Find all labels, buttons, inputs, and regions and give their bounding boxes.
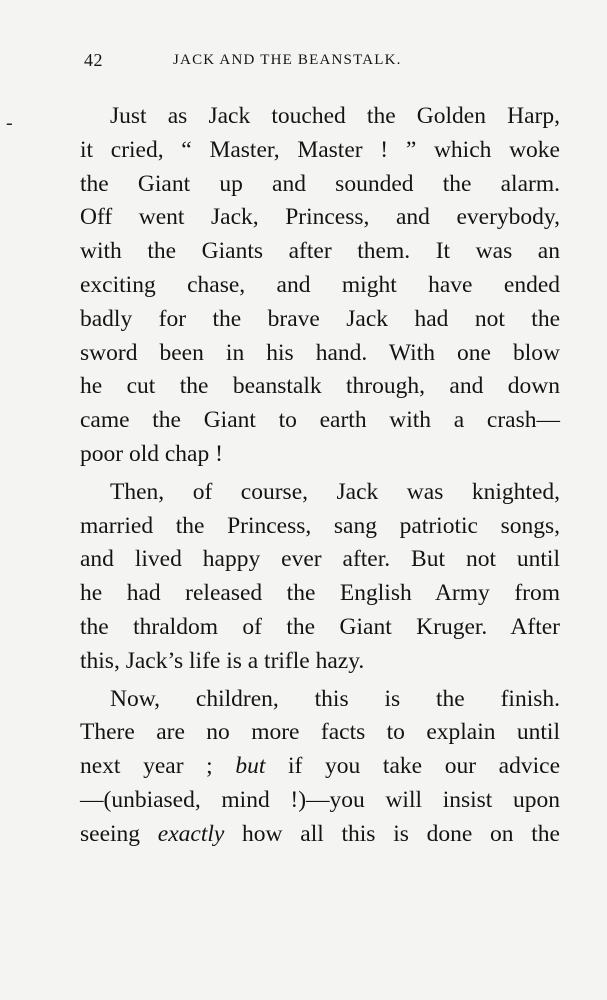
text-line: badly for the brave Jack had not the (80, 305, 560, 332)
text-line: Just as Jack touched the Golden Harp, (110, 103, 560, 129)
text-line: this, Jack’s life is a trifle hazy. (80, 647, 365, 674)
paragraph-2 (80, 476, 560, 679)
text-line: the thraldom of the Giant Kruger. After (80, 613, 560, 640)
emphasized-word: exactly (157, 820, 225, 847)
text-line: married the Princess, sang patriotic songs, (80, 512, 560, 539)
running-header (84, 50, 474, 76)
text-line: with the Giants after them. It was an (80, 238, 560, 265)
text-segment: if you take our advice (265, 753, 560, 780)
text-line: Off went Jack, Princess, and everybody, (80, 204, 560, 231)
body-text (80, 100, 560, 852)
text-line: and lived happy ever after. But not until (80, 546, 560, 573)
page-number: 42 (84, 50, 103, 70)
text-line: came the Giant to earth with a crash— (80, 407, 560, 434)
emphasized-word: but (235, 753, 266, 780)
paragraph-3 (80, 683, 560, 852)
margin-mark: - (6, 112, 13, 134)
text-line: exciting chase, and might have ended (80, 271, 560, 298)
text-line-with-emphasis (80, 750, 560, 784)
text-segment: seeing (80, 820, 158, 847)
text-line: Now, children, this is the finish. (110, 685, 560, 712)
text-line: he had released the English Army from (80, 580, 560, 607)
text-line: Then, of course, Jack was knighted, (110, 478, 560, 505)
paragraph-1 (80, 100, 560, 472)
text-line: the Giant up and sounded the alarm. (80, 170, 560, 197)
text-line: There are no more facts to explain until (80, 719, 560, 746)
text-line: it cried, “ Master, Master ! ” which woke (80, 136, 560, 163)
text-line: he cut the beanstalk through, and down (80, 373, 560, 400)
text-line: poor old chap ! (80, 440, 223, 467)
text-segment: next year ; (80, 753, 236, 780)
text-line: sword been in his hand. With one blow (80, 339, 560, 366)
running-title: JACK AND THE BEANSTALK. (173, 52, 402, 68)
text-line-with-emphasis (80, 818, 560, 852)
text-line: —(unbiased, mind !)—you will insist upon (80, 786, 560, 813)
text-segment: how all this is done on the (224, 820, 560, 847)
